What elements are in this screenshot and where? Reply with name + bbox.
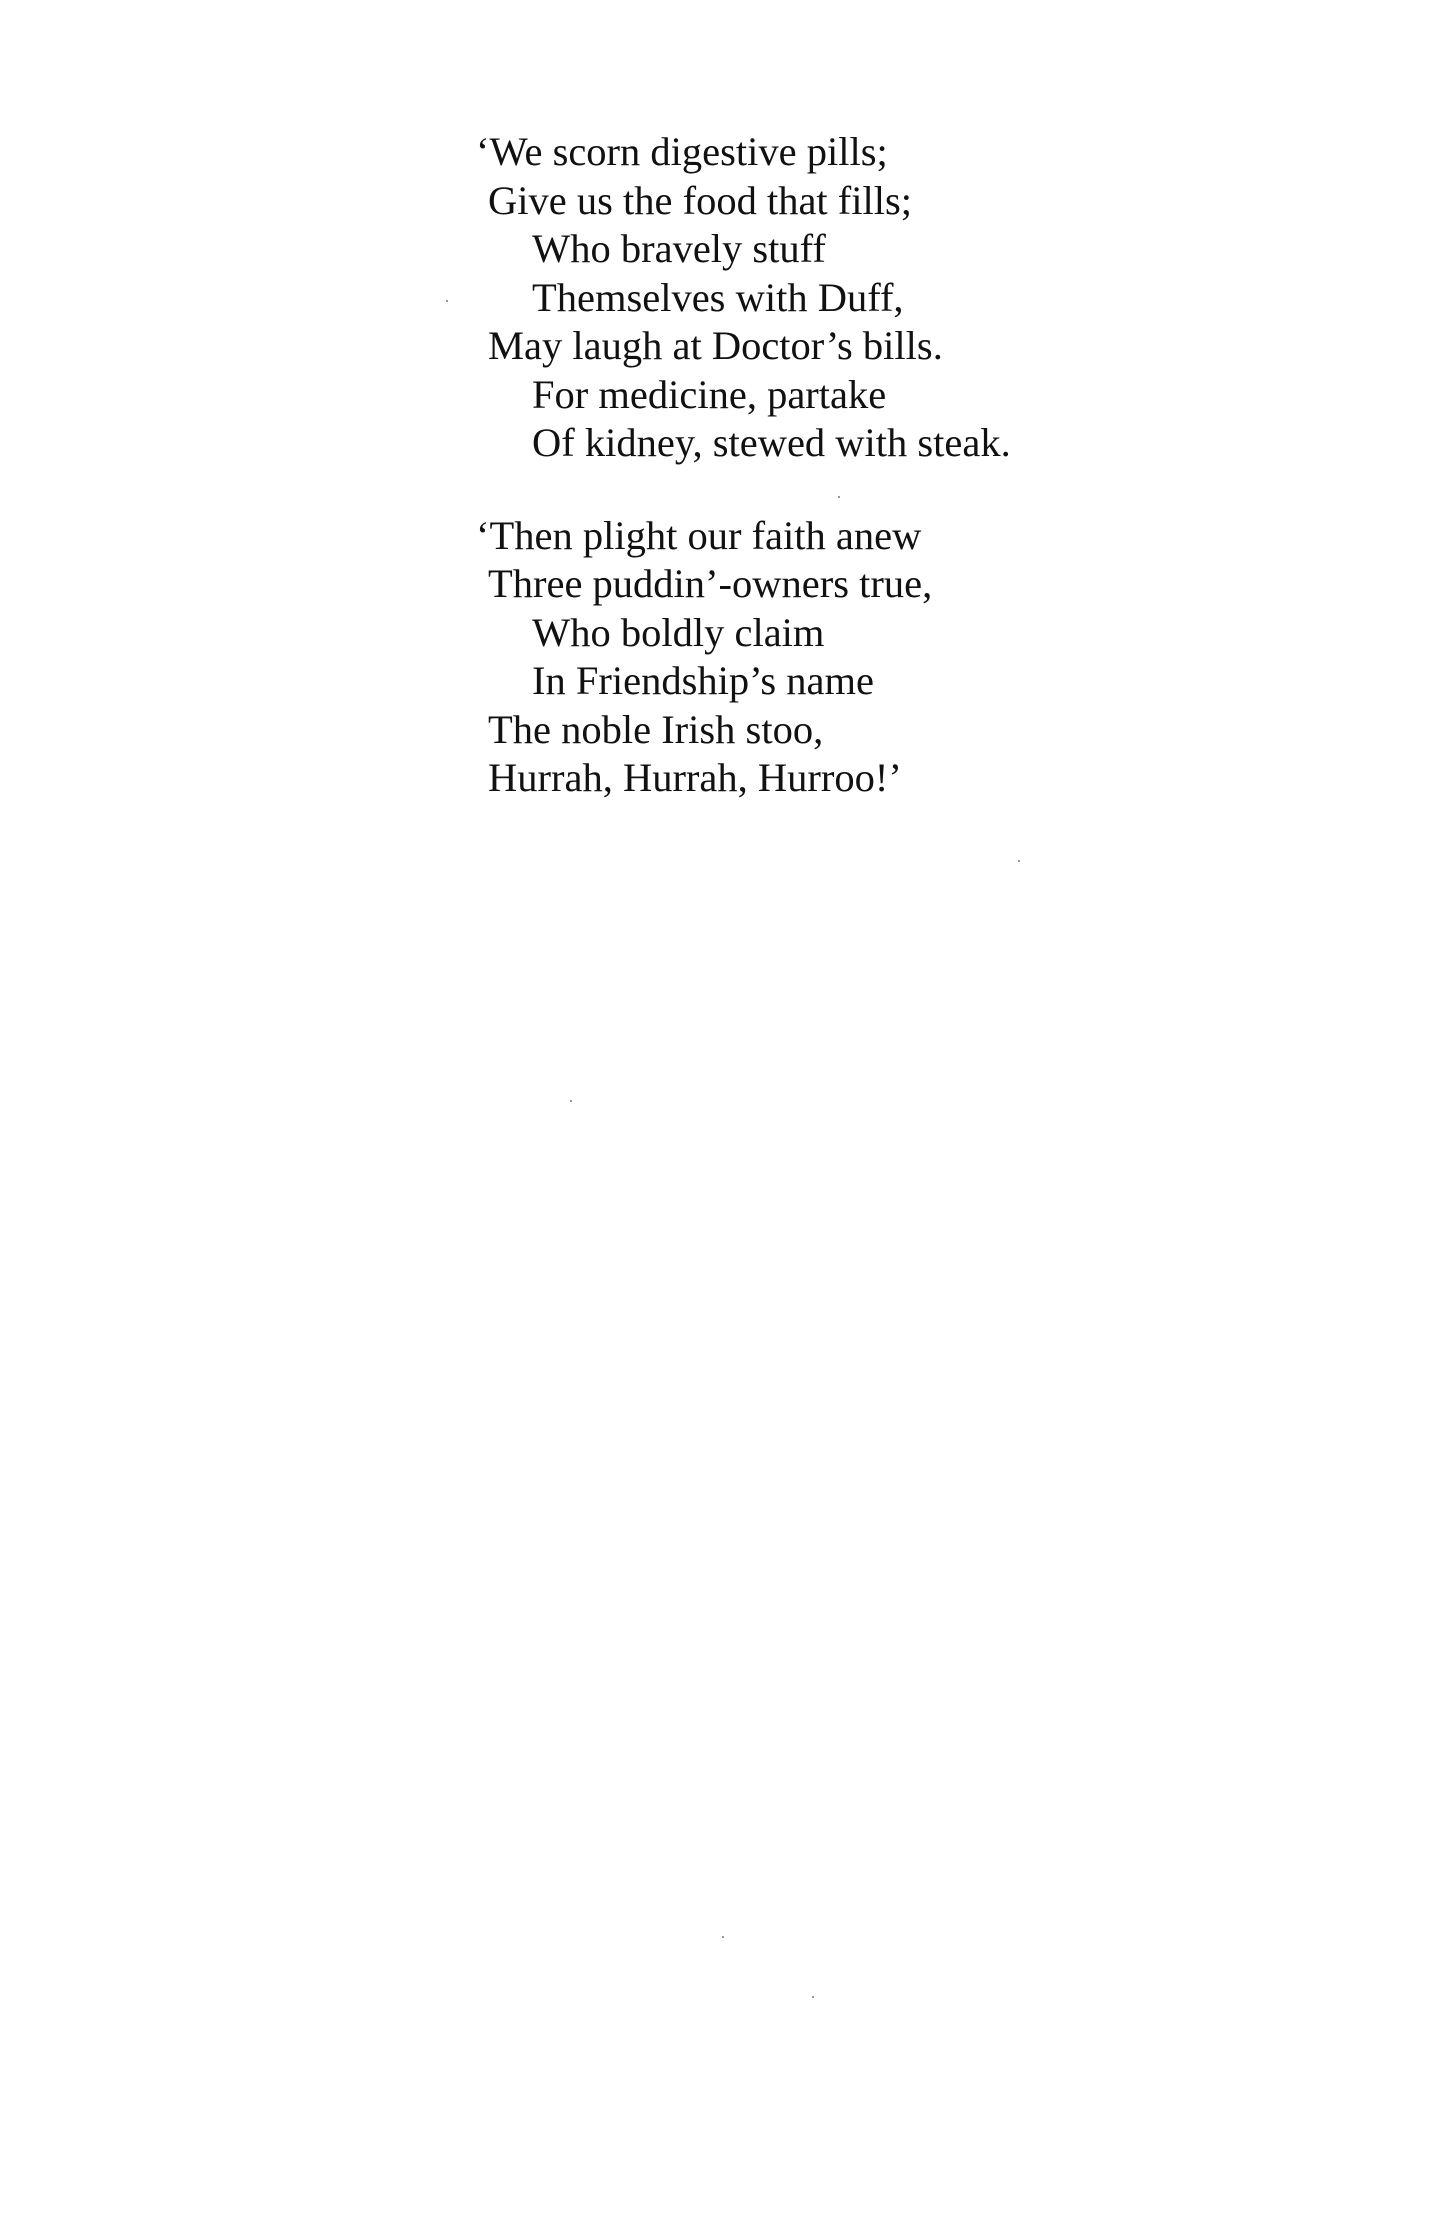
- poem-line: Who boldly claim: [532, 609, 825, 655]
- poem-line: ‘We scorn digestive pills;: [476, 129, 888, 174]
- poem-line: The noble Irish stoo,: [488, 706, 824, 752]
- poem-line: ‘Then plight our faith anew: [476, 512, 922, 558]
- stanza-2: [476, 512, 1176, 803]
- scan-speck: [812, 1996, 814, 1998]
- poem-line: Give us the food that fills;: [488, 177, 913, 223]
- poem-line: Hurrah, Hurrah, Hurroo!’: [488, 755, 902, 800]
- poem: [476, 128, 1176, 803]
- scan-speck: [838, 496, 840, 498]
- stanza-1: [476, 128, 1176, 468]
- scan-speck: [722, 1936, 724, 1938]
- poem-line: Themselves with Duff,: [532, 274, 904, 320]
- scan-speck: [570, 1100, 572, 1102]
- poem-line: For medicine, partake: [532, 371, 887, 417]
- poem-line: Of kidney, stewed with steak.: [532, 420, 1011, 465]
- scan-speck: [1018, 860, 1020, 862]
- poem-line: In Friendship’s name: [532, 658, 874, 703]
- poem-line: May laugh at Doctor’s bills.: [488, 323, 943, 368]
- scan-speck: [446, 300, 448, 302]
- poem-line: Who bravely stuff: [532, 226, 826, 271]
- poem-line: Three puddin’-owners true,: [488, 561, 933, 606]
